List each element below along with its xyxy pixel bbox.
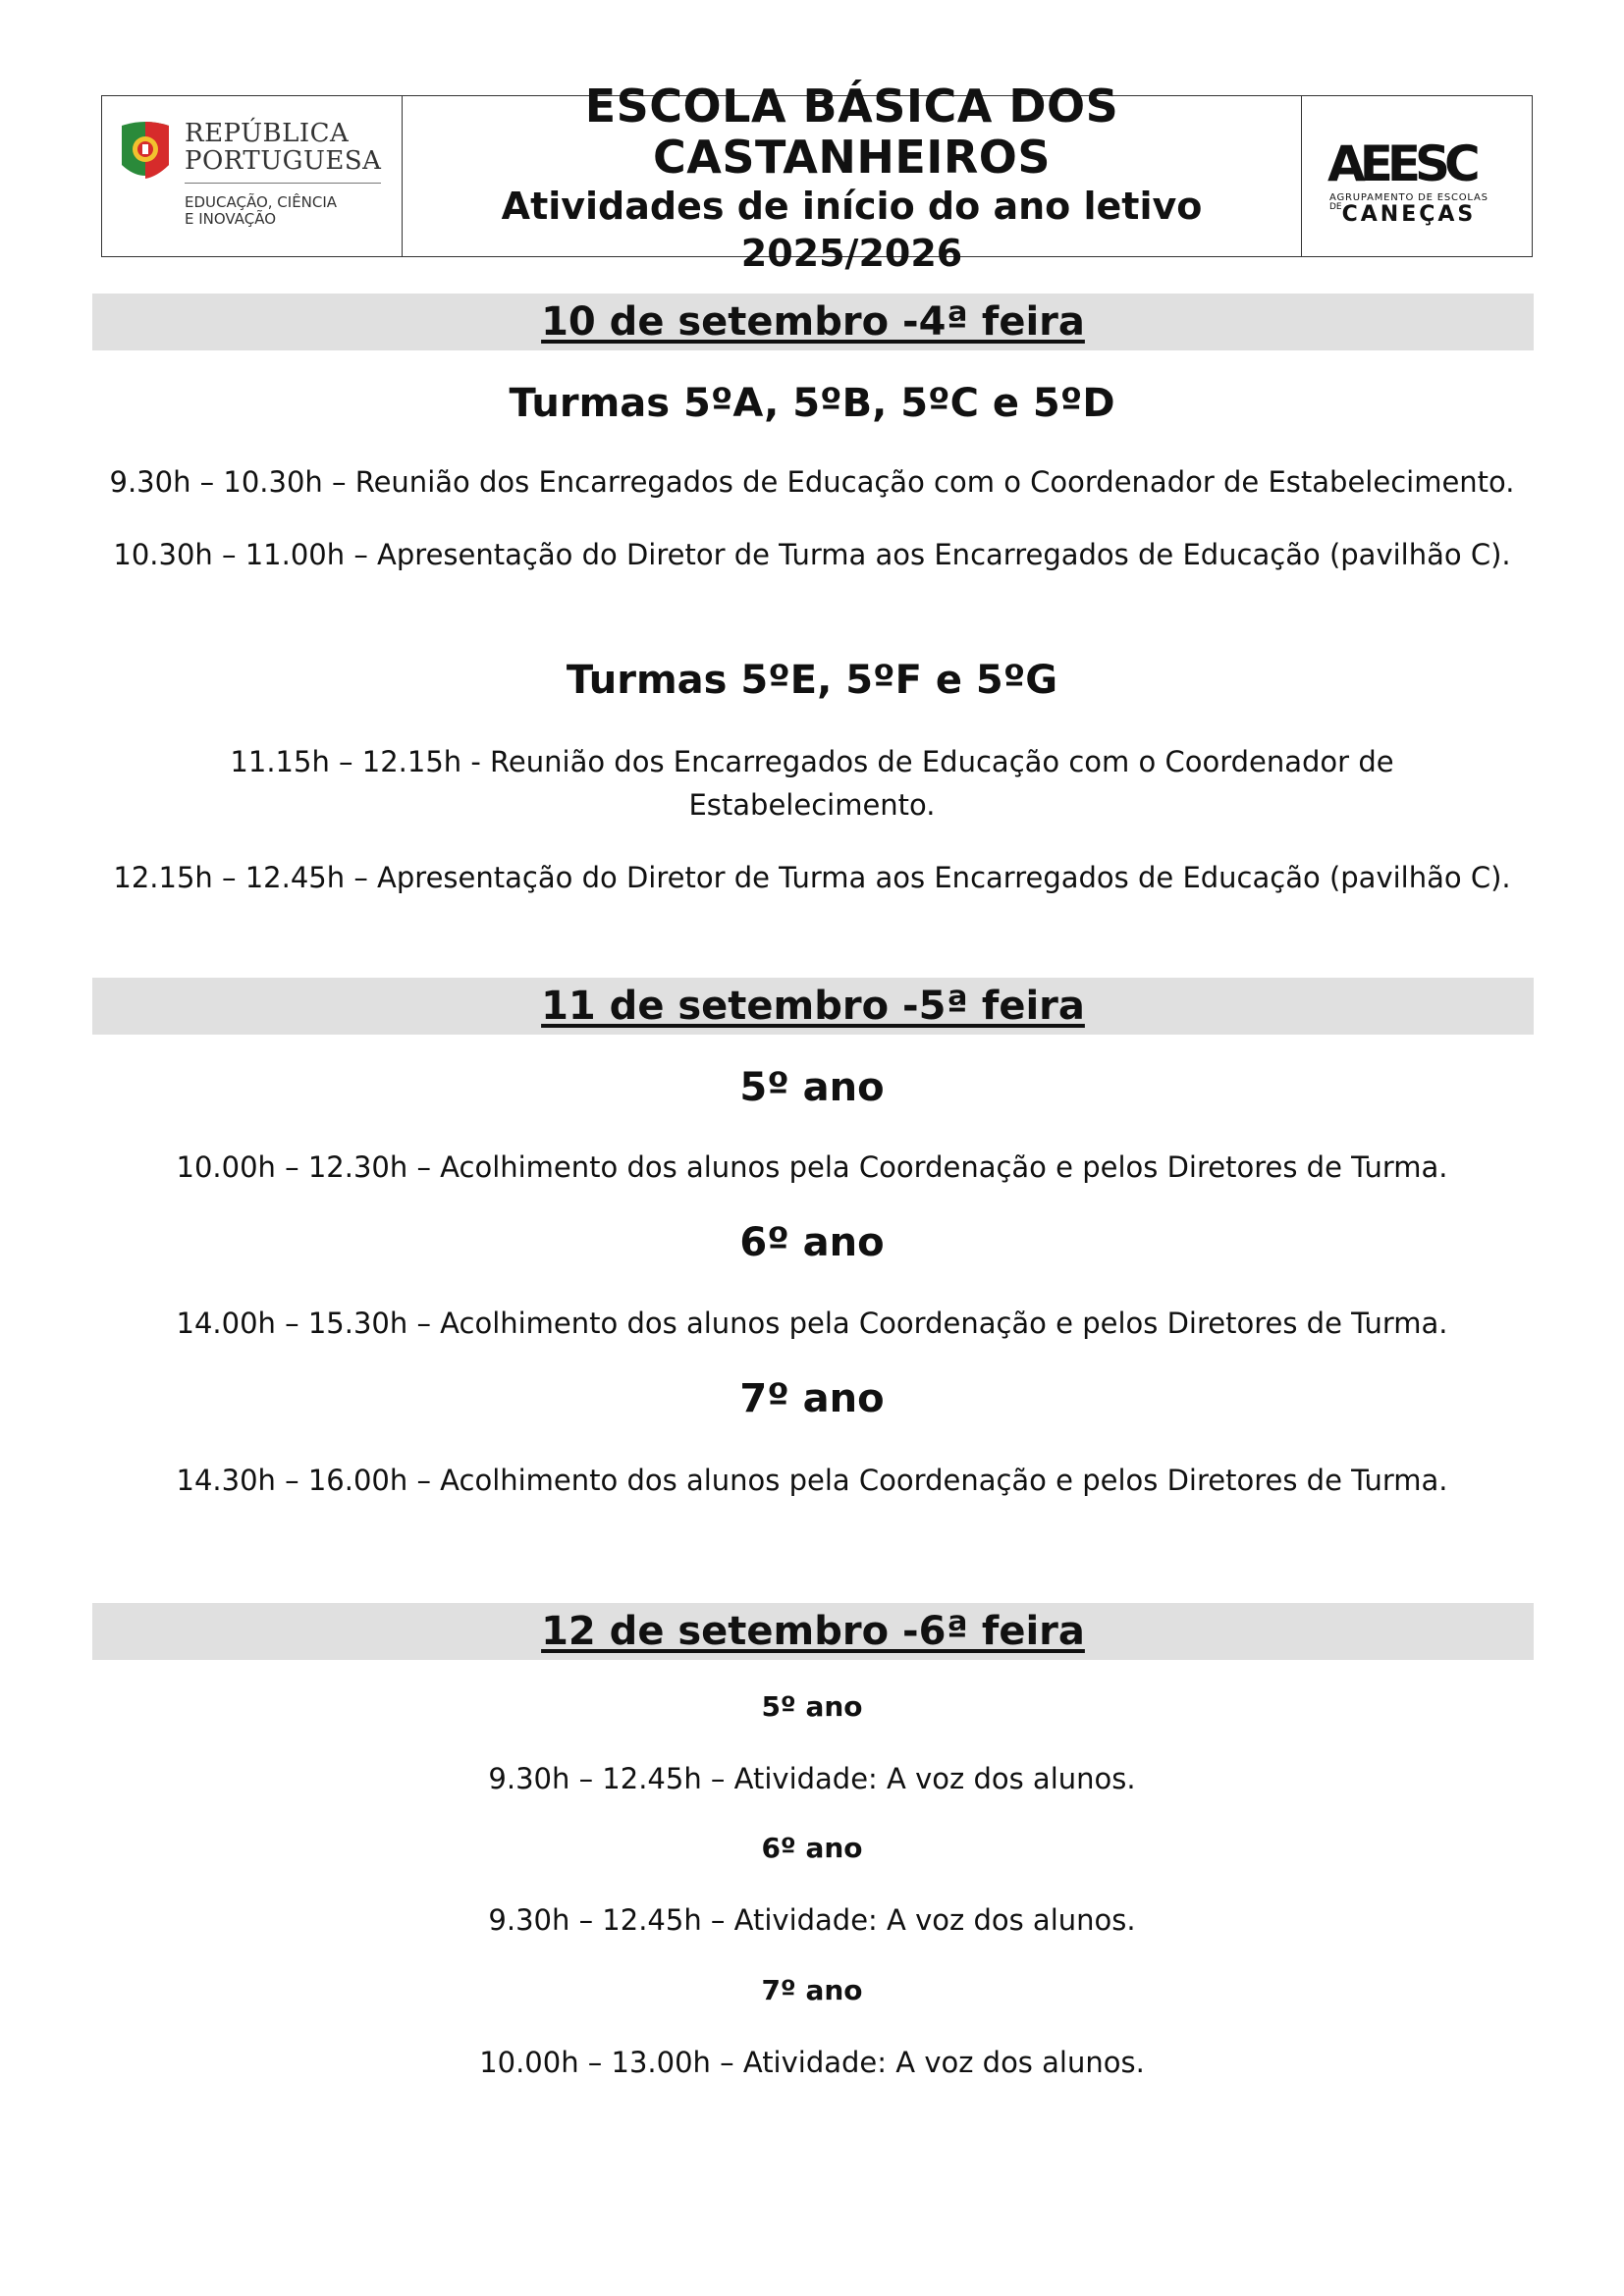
schedule-item: 10.30h – 11.00h – Apresentação do Diretor de Turma aos Encarregados de Educação (pavilhão C). (113, 538, 1511, 571)
aeesc-logo (1301, 96, 1532, 256)
day-heading-bar (92, 978, 1534, 1035)
day-heading-bar (92, 1603, 1534, 1660)
schedule-item: 10.00h – 12.30h – Acolhimento dos alunos pela Coordenação e pelos Diretores de Turma. (176, 1150, 1448, 1184)
group-heading: Turmas 5ºE, 5ºF e 5ºG (566, 658, 1058, 703)
aeesc-name (1329, 202, 1476, 227)
aeesc-caneças: CANEÇAS (1341, 202, 1477, 227)
group-heading: 5º ano (739, 1065, 885, 1110)
group-heading: 5º ano (761, 1690, 863, 1723)
republica-portuguesa-logo (102, 96, 403, 256)
schedule-item: 14.30h – 16.00h – Acolhimento dos alunos pela Coordenação e pelos Diretores de Turma. (176, 1464, 1448, 1497)
schedule-item: 14.00h – 15.30h – Acolhimento dos alunos pela Coordenação e pelos Diretores de Turma. (176, 1307, 1448, 1340)
schedule-item: 9.30h – 12.45h – Atividade: A voz dos alunos. (488, 1903, 1136, 1937)
group-heading: 6º ano (761, 1832, 863, 1864)
day-heading-bar (92, 294, 1534, 350)
day-title: 11 de setembro -5ª feira (541, 984, 1085, 1029)
group-heading: 7º ano (761, 1974, 863, 2006)
school-name: ESCOLA BÁSICA DOS CASTANHEIROS (584, 79, 1119, 184)
schedule-item: 9.30h – 12.45h – Atividade: A voz dos alunos. (488, 1762, 1136, 1795)
portuguese-flag-icon (116, 118, 175, 187)
schedule-item: 9.30h – 10.30h – Reunião dos Encarregados de Educação com o Coordenador de Estabelecimento. (109, 465, 1515, 499)
ministry-line1: EDUCAÇÃO, CIÊNCIA (185, 193, 338, 211)
schedule-item: 10.00h – 13.00h – Atividade: A voz dos alunos. (479, 2046, 1145, 2079)
ministry-text (185, 194, 337, 228)
ministry-line2: E INOVAÇÃO (185, 210, 277, 228)
schedule-item: 12.15h – 12.45h – Apresentação do Diretor de Turma aos Encarregados de Educação (pavilhão C). (113, 861, 1511, 894)
schedule-item: Estabelecimento. (688, 788, 936, 822)
document-header (101, 79, 1533, 275)
day-title: 12 de setembro -6ª feira (541, 1609, 1085, 1654)
aeesc-de: DE (1329, 202, 1342, 212)
group-heading: 7º ano (739, 1376, 885, 1421)
group-heading: Turmas 5ºA, 5ºB, 5ºC e 5ºD (509, 381, 1115, 426)
republica-text (185, 120, 381, 175)
svg-text:AEESC: AEESC (1327, 135, 1475, 188)
group-heading: 6º ano (739, 1220, 885, 1265)
school-year: 2025/2026 (740, 231, 963, 275)
logo-divider (185, 183, 381, 184)
republica-line1: REPÚBLICA (185, 119, 350, 148)
republica-line2: PORTUGUESA (185, 146, 382, 176)
document-subtitle: Atividades de início do ano letivo (501, 184, 1203, 228)
header-title-block (403, 79, 1301, 275)
day-title: 10 de setembro -4ª feira (541, 299, 1085, 345)
schedule-item: 11.15h – 12.15h - Reunião dos Encarregados de Educação com o Coordenador de (230, 745, 1394, 778)
aeesc-mark-icon (1327, 133, 1504, 188)
aeesc-subtitle: AGRUPAMENTO DE ESCOLAS (1329, 192, 1489, 203)
